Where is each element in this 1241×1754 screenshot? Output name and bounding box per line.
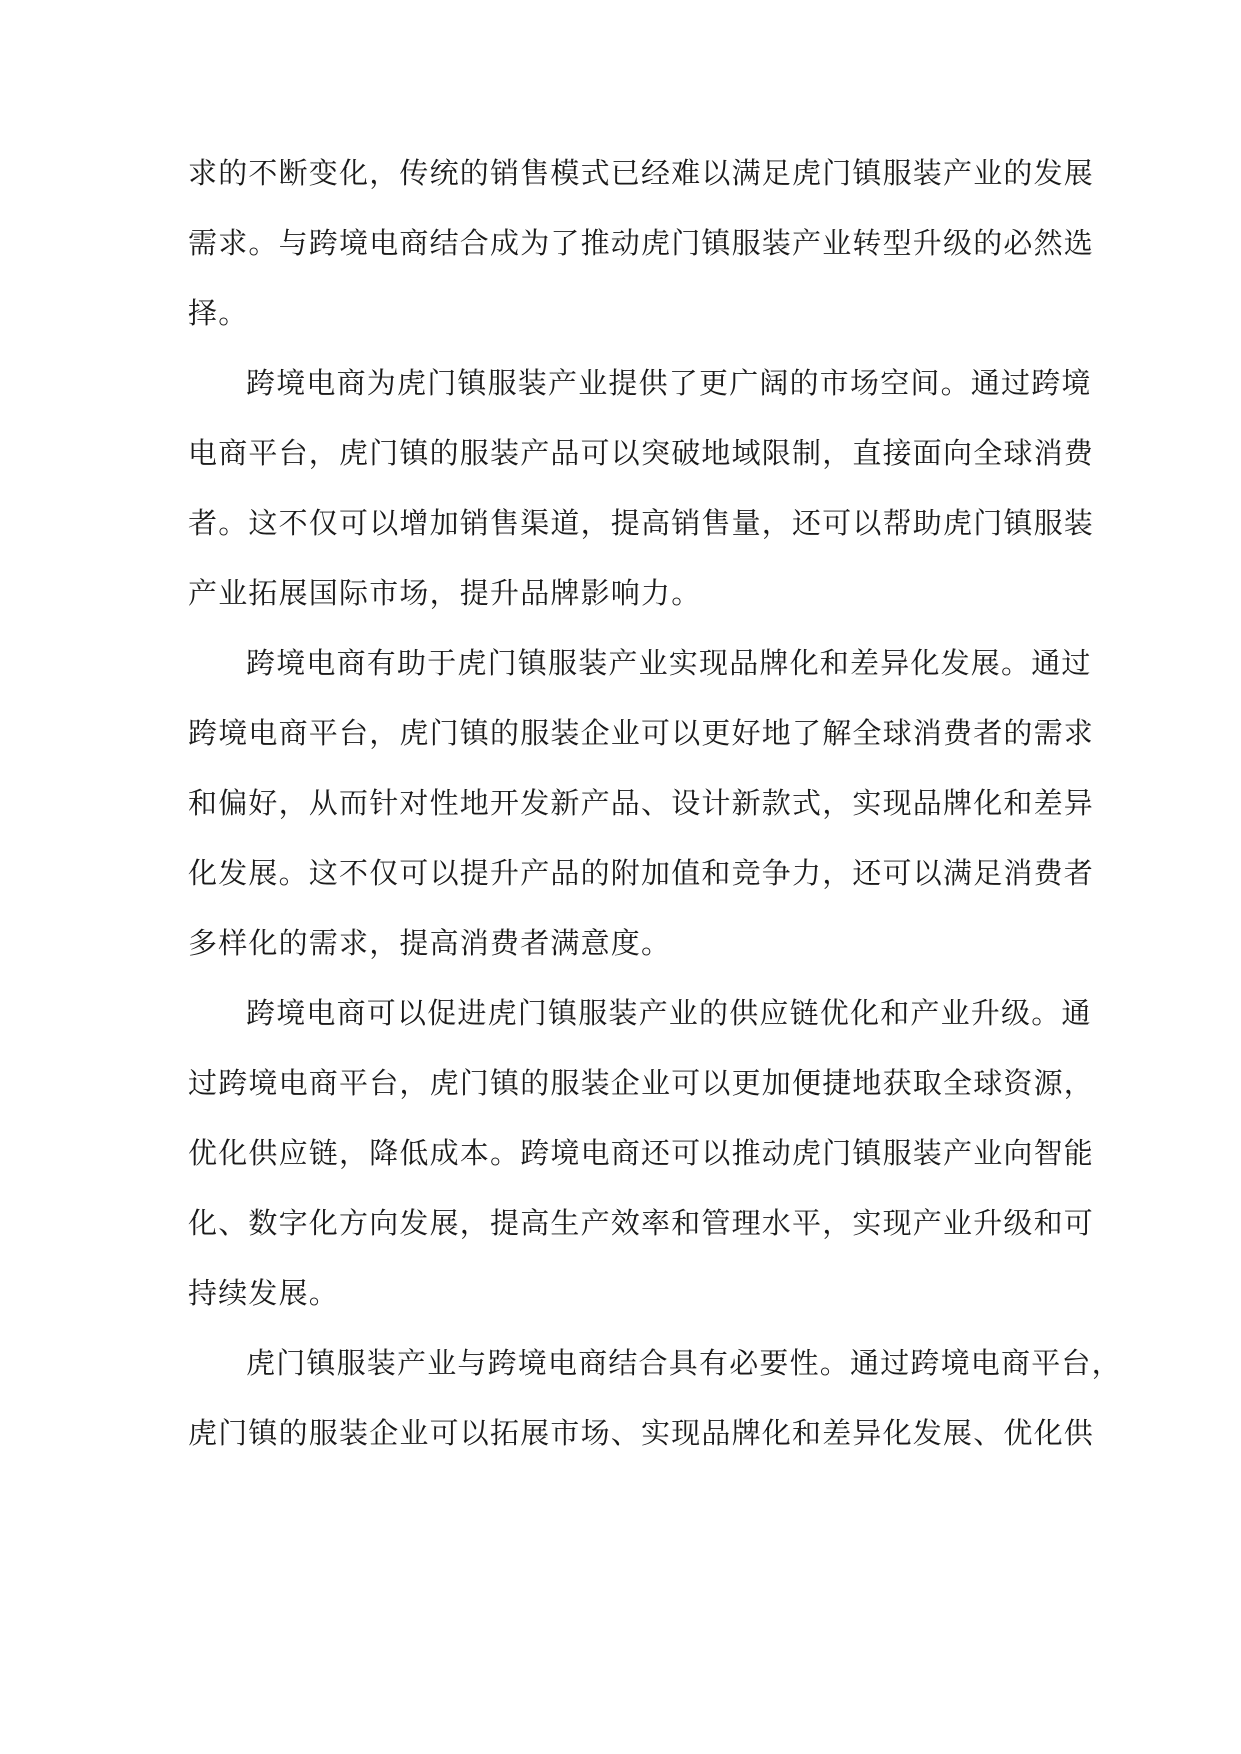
text-line: 持续发展。	[188, 1276, 340, 1310]
text-line: 跨境电商有助于虎门镇服装产业实现品牌化和差异化发展。通过	[246, 646, 1092, 680]
paragraph-supply-chain	[188, 978, 1095, 1328]
text-line: 虎门镇服装产业与跨境电商结合具有必要性。通过跨境电商平台，	[246, 1346, 1122, 1380]
text-line: 电商平台，虎门镇的服装产品可以突破地域限制，直接面向全球消费	[188, 436, 1095, 470]
document-body	[188, 138, 1122, 1468]
paragraph-market-space	[188, 348, 1095, 628]
text-line: 者。这不仅可以增加销售渠道，提高销售量，还可以帮助虎门镇服装	[188, 506, 1095, 540]
paragraph-conclusion	[188, 1328, 1122, 1468]
text-line: 化发展。这不仅可以提升产品的附加值和竞争力，还可以满足消费者	[188, 856, 1095, 890]
text-line: 优化供应链，降低成本。跨境电商还可以推动虎门镇服装产业向智能	[188, 1136, 1095, 1170]
text-line: 跨境电商为虎门镇服装产业提供了更广阔的市场空间。通过跨境	[246, 366, 1092, 400]
text-line: 跨境电商平台，虎门镇的服装企业可以更好地了解全球消费者的需求	[188, 716, 1095, 750]
text-line: 需求。与跨境电商结合成为了推动虎门镇服装产业转型升级的必然选	[188, 226, 1095, 260]
text-line: 产业拓展国际市场，提升品牌影响力。	[188, 576, 702, 610]
text-line: 跨境电商可以促进虎门镇服装产业的供应链优化和产业升级。通	[246, 996, 1092, 1030]
paragraph-branding	[188, 628, 1095, 978]
text-line: 择。	[188, 296, 249, 330]
text-line: 多样化的需求，提高消费者满意度。	[188, 926, 672, 960]
text-line: 求的不断变化，传统的销售模式已经难以满足虎门镇服装产业的发展	[188, 156, 1095, 190]
text-line: 化、数字化方向发展，提高生产效率和管理水平，实现产业升级和可	[188, 1206, 1095, 1240]
paragraph-continued	[188, 138, 1095, 348]
text-line: 和偏好，从而针对性地开发新产品、设计新款式，实现品牌化和差异	[188, 786, 1095, 820]
text-line: 虎门镇的服装企业可以拓展市场、实现品牌化和差异化发展、优化供	[188, 1416, 1095, 1450]
text-line: 过跨境电商平台，虎门镇的服装企业可以更加便捷地获取全球资源，	[188, 1066, 1095, 1100]
